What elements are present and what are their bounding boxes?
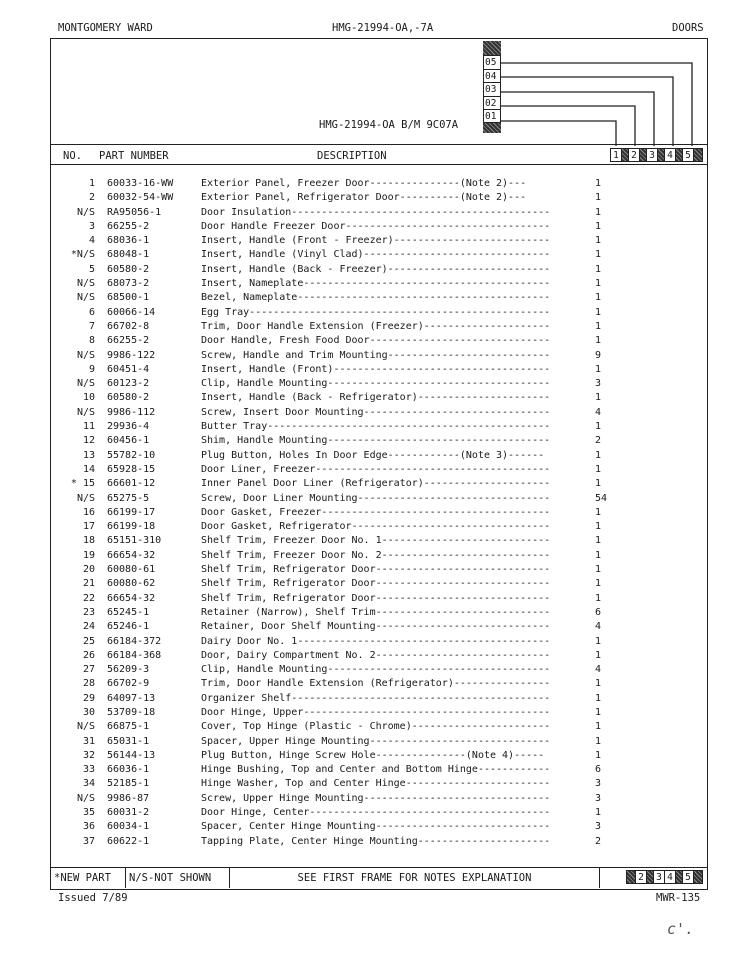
row-number: * 15 xyxy=(70,478,95,490)
quantity: 1 xyxy=(595,263,602,275)
part-number: 60066-14 xyxy=(107,306,156,318)
quantity: 1 xyxy=(595,807,602,819)
description: Spacer, Center Hinge Mounting----------------------------- xyxy=(201,821,551,833)
row-number: 24 xyxy=(82,621,95,633)
description: Exterior Panel, Freezer Door---------------(Note 2)--- xyxy=(201,178,527,189)
row-number: 32 xyxy=(82,749,95,761)
part-number: 60034-1 xyxy=(107,821,150,833)
row-number: 26 xyxy=(82,649,95,661)
quantity: 1 xyxy=(595,320,602,332)
part-number: 56209-3 xyxy=(107,664,150,676)
description: Door Liner, Freezer--------------------------------------- xyxy=(201,463,551,475)
footer-code-box-2: 2 xyxy=(635,870,647,884)
quantity: 1 xyxy=(595,578,602,590)
quantity: 3 xyxy=(595,792,602,804)
row-number: N/S xyxy=(76,492,95,504)
description: Plug Button, Holes In Door Edge------------(Note 3)------ xyxy=(201,449,545,461)
row-number: 13 xyxy=(82,449,95,461)
part-number: 66184-372 xyxy=(107,635,162,647)
row-number: N/S xyxy=(76,721,95,733)
quantity: 6 xyxy=(595,606,602,618)
description: Spacer, Upper Hinge Mounting------------------------------ xyxy=(201,735,551,747)
part-number: 66702-8 xyxy=(107,320,150,332)
row-number: N/S xyxy=(76,292,95,304)
quantity: 1 xyxy=(595,564,602,576)
row-number: 14 xyxy=(82,463,95,475)
quantity: 1 xyxy=(595,749,602,761)
description: Hinge Bushing, Top and Center and Bottom Hinge------------ xyxy=(201,764,551,776)
description: Screw, Upper Hinge Mounting------------------------------- xyxy=(201,792,551,804)
row-number: 1 xyxy=(88,178,95,189)
description: Door Handle, Fresh Food Door------------------------------ xyxy=(201,335,551,347)
col-part-number: PART NUMBER xyxy=(99,150,169,162)
serial-label-01: 01 xyxy=(483,109,501,123)
quantity: 3 xyxy=(595,821,602,833)
part-number: 64097-13 xyxy=(107,692,156,704)
row-number: *N/S xyxy=(70,249,95,261)
quantity: 1 xyxy=(595,463,602,475)
description: Egg Tray-------------------------------------------------- xyxy=(201,306,551,318)
footer-code-box-3: 3 xyxy=(653,870,665,884)
part-number: 65031-1 xyxy=(107,735,150,747)
description: Organizer Shelf------------------------------------------- xyxy=(201,692,551,704)
quantity: 1 xyxy=(595,692,602,704)
quantity: 1 xyxy=(595,292,602,304)
quantity: 4 xyxy=(595,621,602,633)
row-number: 22 xyxy=(82,592,95,604)
row-number: N/S xyxy=(76,406,95,418)
quantity: 3 xyxy=(595,378,602,390)
issued-date: Issued 7/89 xyxy=(58,892,128,904)
quantity: 1 xyxy=(595,178,602,189)
row-number: 10 xyxy=(82,392,95,404)
quantity: 1 xyxy=(595,721,602,733)
row-number: 20 xyxy=(82,564,95,576)
quantity: 1 xyxy=(595,449,602,461)
part-number: 66654-32 xyxy=(107,549,156,561)
handwritten-mark: c'. xyxy=(667,920,695,938)
description: Insert, Handle (Back - Refrigerator)---------------------- xyxy=(201,392,551,404)
code-box-3: 3 xyxy=(646,148,658,162)
quantity: 1 xyxy=(595,235,602,247)
part-number: 60031-2 xyxy=(107,807,150,819)
quantity: 1 xyxy=(595,735,602,747)
description: Door Insulation------------------------------------------- xyxy=(201,206,551,218)
description: Screw, Insert Door Mounting------------------------------- xyxy=(201,406,551,418)
description: Trim, Door Handle Extension (Refrigerator)---------------- xyxy=(201,678,551,690)
col-description: DESCRIPTION xyxy=(317,150,387,162)
code-box-4: 4 xyxy=(664,148,676,162)
row-number: N/S xyxy=(76,349,95,361)
row-number: 31 xyxy=(82,735,95,747)
part-number: 65275-5 xyxy=(107,492,150,504)
part-number: 66199-18 xyxy=(107,521,156,533)
row-number: 35 xyxy=(82,807,95,819)
part-number: 66036-1 xyxy=(107,764,150,776)
description: Door Gasket, Refrigerator--------------------------------- xyxy=(201,521,551,533)
quantity: 1 xyxy=(595,206,602,218)
part-number: 9986-122 xyxy=(107,349,156,361)
quantity: 6 xyxy=(595,764,602,776)
part-number: 68048-1 xyxy=(107,249,150,261)
footer-code-box-5: 5 xyxy=(682,870,694,884)
row-number: 25 xyxy=(82,635,95,647)
row-number: 21 xyxy=(82,578,95,590)
part-number: 60580-2 xyxy=(107,392,150,404)
header-center: HMG-21994-OA,-7A xyxy=(332,22,434,34)
quantity: 1 xyxy=(595,192,602,204)
row-number: N/S xyxy=(76,792,95,804)
row-number: 37 xyxy=(82,835,95,847)
part-number: 66875-1 xyxy=(107,721,150,733)
part-number: 60451-4 xyxy=(107,363,150,375)
description: Shelf Trim, Refrigerator Door----------------------------- xyxy=(201,564,551,576)
row-number: 7 xyxy=(88,320,95,332)
description: Retainer (Narrow), Shelf Trim----------------------------- xyxy=(201,606,551,618)
part-number: 60032-54-WW xyxy=(107,192,174,204)
description: Screw, Handle and Trim Mounting--------------------------- xyxy=(201,349,551,361)
part-number: 65928-15 xyxy=(107,463,156,475)
quantity: 1 xyxy=(595,335,602,347)
quantity: 1 xyxy=(595,506,602,518)
footer-not-shown: N/S-NOT SHOWN xyxy=(126,868,230,888)
code-box-5: 5 xyxy=(682,148,694,162)
quantity: 1 xyxy=(595,649,602,661)
part-number: 66255-2 xyxy=(107,335,150,347)
description: Clip, Handle Mounting------------------------------------- xyxy=(201,378,551,390)
quantity: 1 xyxy=(595,220,602,232)
description: Retainer, Door Shelf Mounting----------------------------- xyxy=(201,621,551,633)
quantity: 1 xyxy=(595,678,602,690)
model-title: HMG-21994-OA B/M 9C07A xyxy=(319,119,459,131)
row-number: 30 xyxy=(82,706,95,718)
quantity: 1 xyxy=(595,635,602,647)
quantity: 54 xyxy=(595,492,608,504)
part-number: 66702-9 xyxy=(107,678,150,690)
row-number: 2 xyxy=(88,192,95,204)
part-number: 60123-2 xyxy=(107,378,150,390)
quantity: 1 xyxy=(595,421,602,433)
part-number: 66255-2 xyxy=(107,220,150,232)
part-number: 29936-4 xyxy=(107,421,150,433)
row-number: 3 xyxy=(88,220,95,232)
part-number: 9986-87 xyxy=(107,792,150,804)
serial-label-03: 03 xyxy=(483,82,501,96)
description: Screw, Door Liner Mounting-------------------------------- xyxy=(201,492,551,504)
row-number: 19 xyxy=(82,549,95,561)
part-number: 65246-1 xyxy=(107,621,150,633)
description: Exterior Panel, Refrigerator Door----------(Note 2)--- xyxy=(201,192,527,204)
row-number: 28 xyxy=(82,678,95,690)
description: Insert, Handle (Front)------------------------------------ xyxy=(201,363,551,375)
code-box-1: 1 xyxy=(610,148,622,162)
description: Shelf Trim, Refrigerator Door----------------------------- xyxy=(201,578,551,590)
part-number: 68073-2 xyxy=(107,278,150,290)
row-number: 11 xyxy=(82,421,95,433)
description: Dairy Door No. 1------------------------------------------ xyxy=(201,635,551,647)
part-number: 66184-368 xyxy=(107,649,162,661)
page-code: MWR-135 xyxy=(656,892,701,904)
part-number: 56144-13 xyxy=(107,749,156,761)
description: Insert, Handle (Front - Freezer)-------------------------- xyxy=(201,235,551,247)
row-number: N/S xyxy=(76,206,95,218)
quantity: 3 xyxy=(595,778,602,790)
row-number: 6 xyxy=(88,306,95,318)
description: Butter Tray----------------------------------------------- xyxy=(201,421,551,433)
description: Door Gasket, Freezer-------------------------------------- xyxy=(201,506,551,518)
quantity: 1 xyxy=(595,549,602,561)
footer-new-part: *NEW PART xyxy=(51,868,126,888)
description: Insert, Handle (Vinyl Clad)------------------------------- xyxy=(201,249,551,261)
part-number: 60580-2 xyxy=(107,263,150,275)
description: Hinge Washer, Top and Center Hinge------------------------ xyxy=(201,778,551,790)
row-number: 18 xyxy=(82,535,95,547)
description: Door Hinge, Center---------------------------------------- xyxy=(201,807,551,819)
row-number: 17 xyxy=(82,521,95,533)
quantity: 1 xyxy=(595,535,602,547)
part-number: 66654-32 xyxy=(107,592,156,604)
description: Door Hinge, Upper----------------------------------------- xyxy=(201,706,551,718)
part-number: 52185-1 xyxy=(107,778,150,790)
part-number: 68036-1 xyxy=(107,235,150,247)
description: Shim, Handle Mounting------------------------------------- xyxy=(201,435,551,447)
quantity: 1 xyxy=(595,592,602,604)
footer-notes: SEE FIRST FRAME FOR NOTES EXPLANATION xyxy=(230,868,600,888)
quantity: 1 xyxy=(595,249,602,261)
description: Shelf Trim, Freezer Door No. 1---------------------------- xyxy=(201,535,551,547)
row-number: 34 xyxy=(82,778,95,790)
part-number: 60080-62 xyxy=(107,578,156,590)
description: Clip, Handle Mounting------------------------------------- xyxy=(201,664,551,676)
serial-label-02: 02 xyxy=(483,96,501,110)
row-number: 16 xyxy=(82,506,95,518)
footer-code-box-4: 4 xyxy=(664,870,676,884)
description: Door Handle Freezer Door---------------------------------- xyxy=(201,220,551,232)
description: Door, Dairy Compartment No. 2----------------------------- xyxy=(201,649,551,661)
col-no: NO. xyxy=(63,150,82,162)
part-number: 66199-17 xyxy=(107,506,156,518)
quantity: 1 xyxy=(595,363,602,375)
row-number: N/S xyxy=(76,378,95,390)
description: Tapping Plate, Center Hinge Mounting---------------------- xyxy=(201,835,551,847)
description: Trim, Door Handle Extension (Freezer)--------------------- xyxy=(201,320,551,332)
quantity: 1 xyxy=(595,478,602,490)
quantity: 2 xyxy=(595,835,602,847)
description: Cover, Top Hinge (Plastic - Chrome)----------------------- xyxy=(201,721,551,733)
row-number: 8 xyxy=(88,335,95,347)
part-number: RA95056-1 xyxy=(107,206,162,218)
description: Plug Button, Hinge Screw Hole---------------(Note 4)----- xyxy=(201,749,545,761)
code-box-2: 2 xyxy=(628,148,640,162)
part-number: 65151-310 xyxy=(107,535,162,547)
quantity: 4 xyxy=(595,406,602,418)
quantity: 1 xyxy=(595,392,602,404)
part-number: 60456-1 xyxy=(107,435,150,447)
description: Insert, Handle (Back - Freezer)--------------------------- xyxy=(201,263,551,275)
header-left: MONTGOMERY WARD xyxy=(58,22,153,34)
row-number: 36 xyxy=(82,821,95,833)
row-number: N/S xyxy=(76,278,95,290)
quantity: 1 xyxy=(595,706,602,718)
part-number: 65245-1 xyxy=(107,606,150,618)
description: Shelf Trim, Refrigerator Door----------------------------- xyxy=(201,592,551,604)
description: Bezel, Nameplate------------------------------------------ xyxy=(201,292,551,304)
quantity: 9 xyxy=(595,349,602,361)
part-number: 53709-18 xyxy=(107,706,156,718)
row-number: 4 xyxy=(88,235,95,247)
serial-label-05: 05 xyxy=(483,55,501,69)
quantity: 2 xyxy=(595,435,602,447)
part-number: 66601-12 xyxy=(107,478,156,490)
row-number: 5 xyxy=(88,263,95,275)
row-number: 27 xyxy=(82,664,95,676)
description: Insert, Nameplate----------------------------------------- xyxy=(201,278,551,290)
row-number: 33 xyxy=(82,764,95,776)
part-number: 55782-10 xyxy=(107,449,156,461)
row-number: 9 xyxy=(88,363,95,375)
part-number: 60622-1 xyxy=(107,835,150,847)
quantity: 4 xyxy=(595,664,602,676)
quantity: 1 xyxy=(595,306,602,318)
row-number: 29 xyxy=(82,692,95,704)
header-right: DOORS xyxy=(672,22,704,34)
part-number: 60033-16-WW xyxy=(107,178,174,189)
row-number: 12 xyxy=(82,435,95,447)
quantity: 1 xyxy=(595,278,602,290)
serial-label-04: 04 xyxy=(483,69,501,83)
row-number: 23 xyxy=(82,606,95,618)
description: Inner Panel Door Liner (Refrigerator)--------------------- xyxy=(201,478,551,490)
part-number: 9986-112 xyxy=(107,406,156,418)
part-number: 60080-61 xyxy=(107,564,156,576)
part-number: 68500-1 xyxy=(107,292,150,304)
description: Shelf Trim, Freezer Door No. 2---------------------------- xyxy=(201,549,551,561)
quantity: 1 xyxy=(595,521,602,533)
